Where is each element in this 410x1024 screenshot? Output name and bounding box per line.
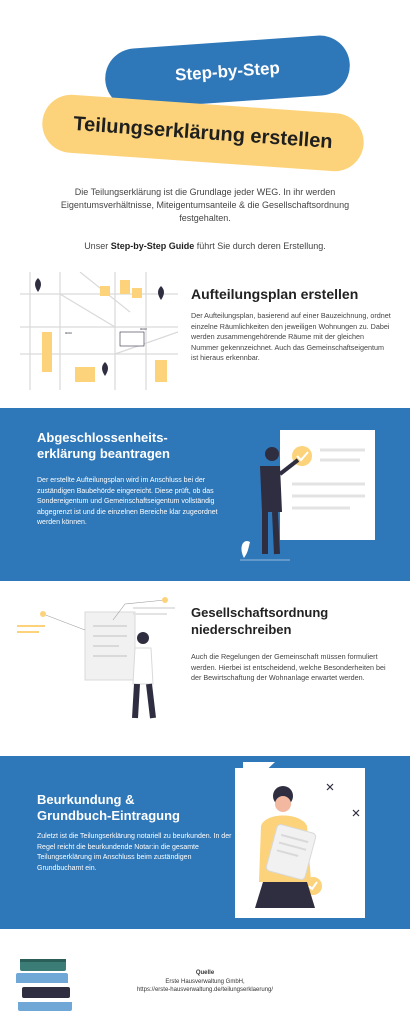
section-body: Der Aufteilungsplan, basierend auf einer Bauzeichnung, ordnet einzelne Räumlichkeiten den jeweiligen Wohnungen zu. Dabei werden zusammengehörende Räume mit der gleichen Nummer gekennzeichnet. Auch das Gemeinschaftseigentum ist hieraus erkennbar. [191,311,391,362]
step-gesellschaftsordnung [0,590,410,740]
step-aufteilungsplan [0,266,410,396]
intro-text: Die Teilungserklärung ist die Grundlage jeder WEG. In ihr werden Eigentumsverhältnisse, Miteigentumsanteile & die Gesellschaftsordnung festgehalten. [60,187,350,223]
document-illustration [15,590,185,730]
source-company: Erste Hausverwaltung GmbH, [165,978,245,985]
source-url[interactable]: https://erste-hausverwaltung.de/teilungserklaerung/ [136,987,274,993]
source-block [100,969,310,995]
svg-text:ooo: ooo [140,326,147,331]
header [0,0,410,180]
source-label: Quelle [195,970,215,976]
footer [0,945,410,1024]
guide-text: Unser Step-by-Step Guide führt Sie durch deren Erstellung. [84,241,326,251]
page-title: Teilungserklärung erstellen [72,112,334,153]
section-title: Gesellschaftsordnung niederschreiben [191,605,329,637]
section-title: Abgeschlossenheits- erklärung beantragen [37,430,170,461]
guide-highlight: Step-by-Step Guide [110,241,195,251]
section-title: Beurkundung & Grundbuch-Eintragung [37,792,180,823]
floor-plan-illustration [20,272,178,390]
presentation-illustration [230,422,390,572]
svg-text:ooo: ooo [65,330,72,335]
step-abgeschlossenheit [0,408,410,581]
section-body: Der erstellte Aufteilungsplan wird im Anschluss bei der zuständigen Baubehörde eingereicht. Diese prüft, ob das Sondereigentum und Gemeinschaftseigentum vollständig abgegrenzt ist und die einzelnen Bereiche klar zugeordnet werden können. [37,477,218,526]
title-banner [40,93,365,173]
section-body: Zuletzt ist die Teilungserklärung notariell zu beurkunden. In der Regel reicht die beurkundende Notar:in die gesamte Teilungserklärung im Anschluss beim zuständigen Grundbuchamt ein. [37,833,232,872]
subtitle-text: Step-by-Step [174,58,281,85]
section-title: Aufteilungsplan erstellen [191,286,359,302]
section-body: Auch die Regelungen der Gemeinschaft müssen formuliert werden. Hierbei ist entscheidend, welche Besonderheiten bei der Bewirtschaftung der Wohnanlage erwartet werden. [191,652,386,682]
step-beurkundung [0,756,410,929]
books-icon [14,955,76,1013]
document-holder-illustration [235,762,400,922]
